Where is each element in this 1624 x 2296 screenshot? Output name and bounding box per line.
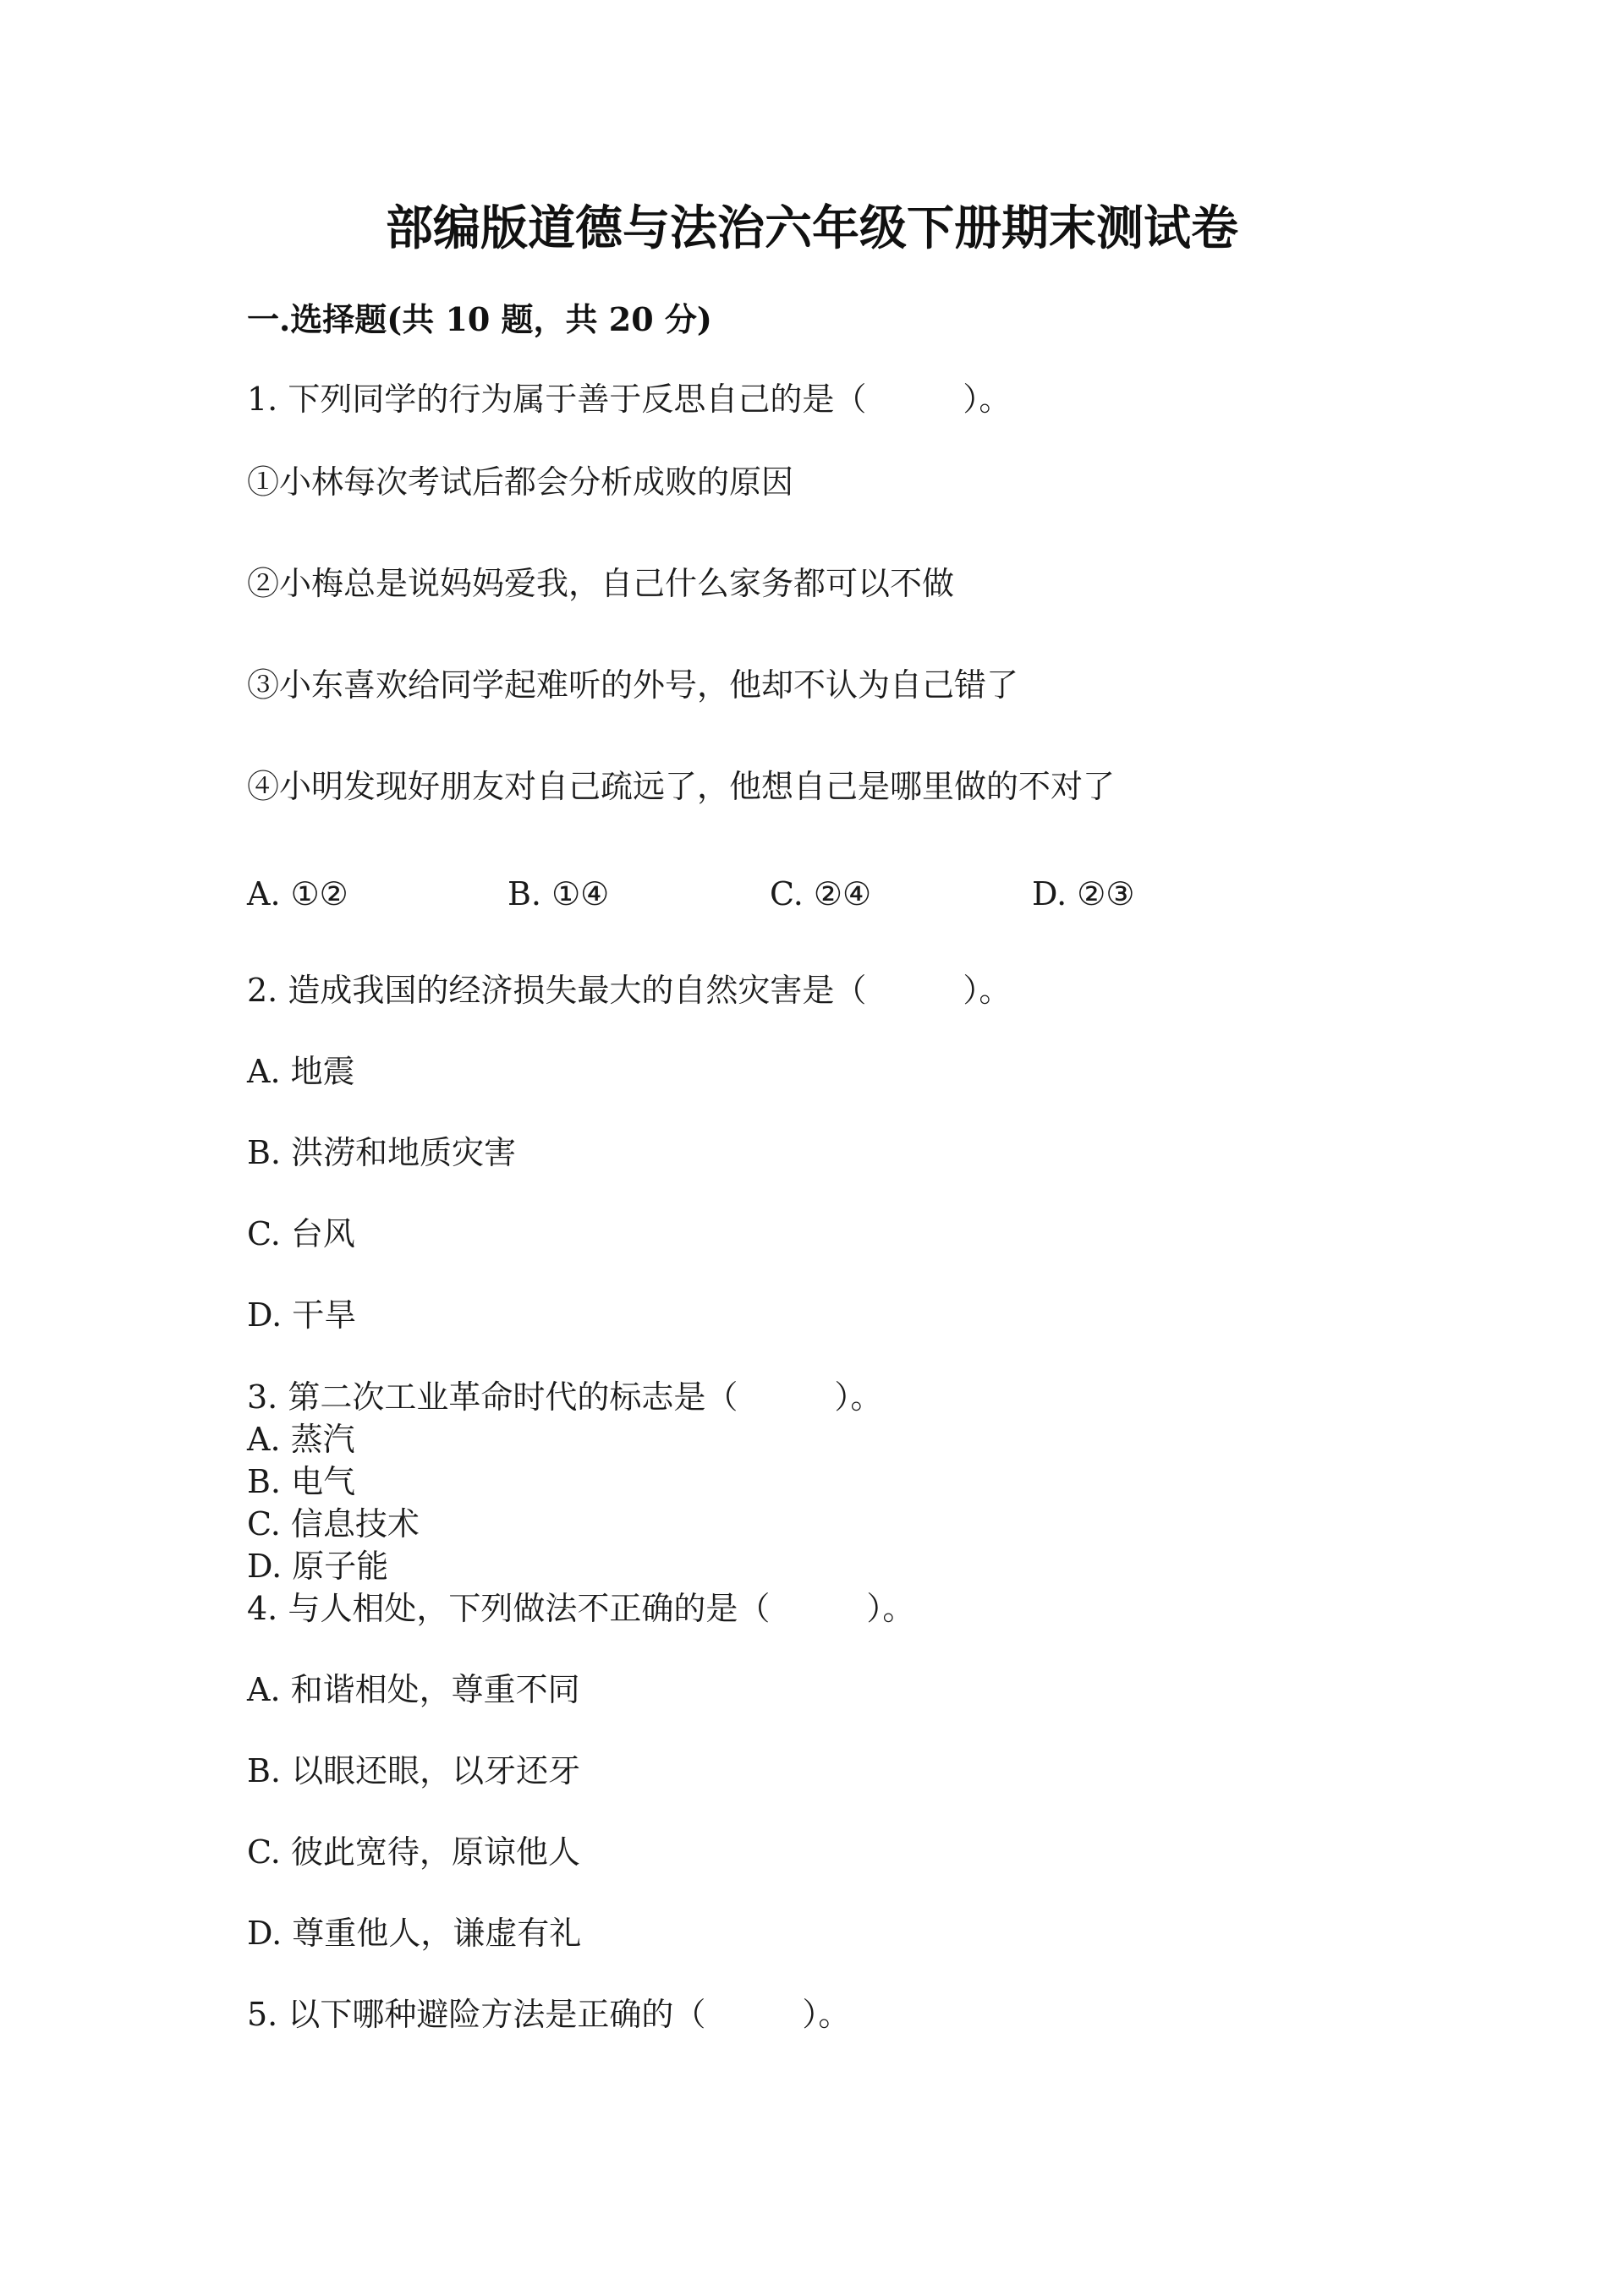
question-2-option-a[interactable]: A. 地震 bbox=[247, 1053, 355, 1090]
question-4-option-c[interactable]: C. 彼此宽待，原谅他人 bbox=[247, 1833, 580, 1871]
question-1-statement-2: ②小梅总是说妈妈爱我，自己什么家务都可以不做 bbox=[247, 565, 955, 602]
question-3-option-c[interactable]: C. 信息技术 bbox=[247, 1505, 420, 1543]
question-1-statement-4: ④小明发现好朋友对自己疏远了，他想自己是哪里做的不对了 bbox=[247, 768, 1116, 805]
question-1-statement-1: ①小林每次考试后都会分析成败的原因 bbox=[247, 463, 794, 501]
question-3-option-d[interactable]: D. 原子能 bbox=[247, 1548, 389, 1585]
question-1-option-b[interactable]: B. ①④ bbox=[508, 875, 610, 912]
question-4-option-d[interactable]: D. 尊重他人，谦虚有礼 bbox=[247, 1915, 582, 1952]
question-1-statement-3: ③小东喜欢给同学起难听的外号，他却不认为自己错了 bbox=[247, 666, 1019, 704]
question-3-stem: 3. 第二次工业革命时代的标志是（ ）。 bbox=[247, 1378, 883, 1416]
question-2-stem: 2. 造成我国的经济损失最大的自然灾害是（ ）。 bbox=[247, 972, 1012, 1009]
question-3-option-b[interactable]: B. 电气 bbox=[247, 1463, 356, 1500]
section-heading: 一.选择题(共 10 题，共 20 分) bbox=[247, 300, 712, 338]
question-2-option-c[interactable]: C. 台风 bbox=[247, 1215, 355, 1252]
question-1-option-d[interactable]: D. ②③ bbox=[1032, 875, 1135, 912]
question-2-option-d[interactable]: D. 干旱 bbox=[247, 1296, 357, 1334]
question-4-stem: 4. 与人相处，下列做法不正确的是（ ）。 bbox=[247, 1590, 915, 1627]
question-1-option-a[interactable]: A. ①② bbox=[247, 875, 348, 912]
page-title: 部编版道德与法治六年级下册期末测试卷 bbox=[386, 200, 1238, 256]
question-2-option-b[interactable]: B. 洪涝和地质灾害 bbox=[247, 1134, 517, 1171]
question-4-option-a[interactable]: A. 和谐相处，尊重不同 bbox=[247, 1671, 580, 1708]
question-1-option-c[interactable]: C. ②④ bbox=[770, 875, 872, 912]
question-1-stem: 1. 下列同学的行为属于善于反思自己的是（ ）。 bbox=[247, 381, 1012, 418]
question-3-option-a[interactable]: A. 蒸汽 bbox=[247, 1421, 355, 1458]
question-4-option-b[interactable]: B. 以眼还眼，以牙还牙 bbox=[247, 1752, 581, 1789]
question-5-stem: 5. 以下哪种避险方法是正确的（ ）。 bbox=[247, 1996, 851, 2033]
